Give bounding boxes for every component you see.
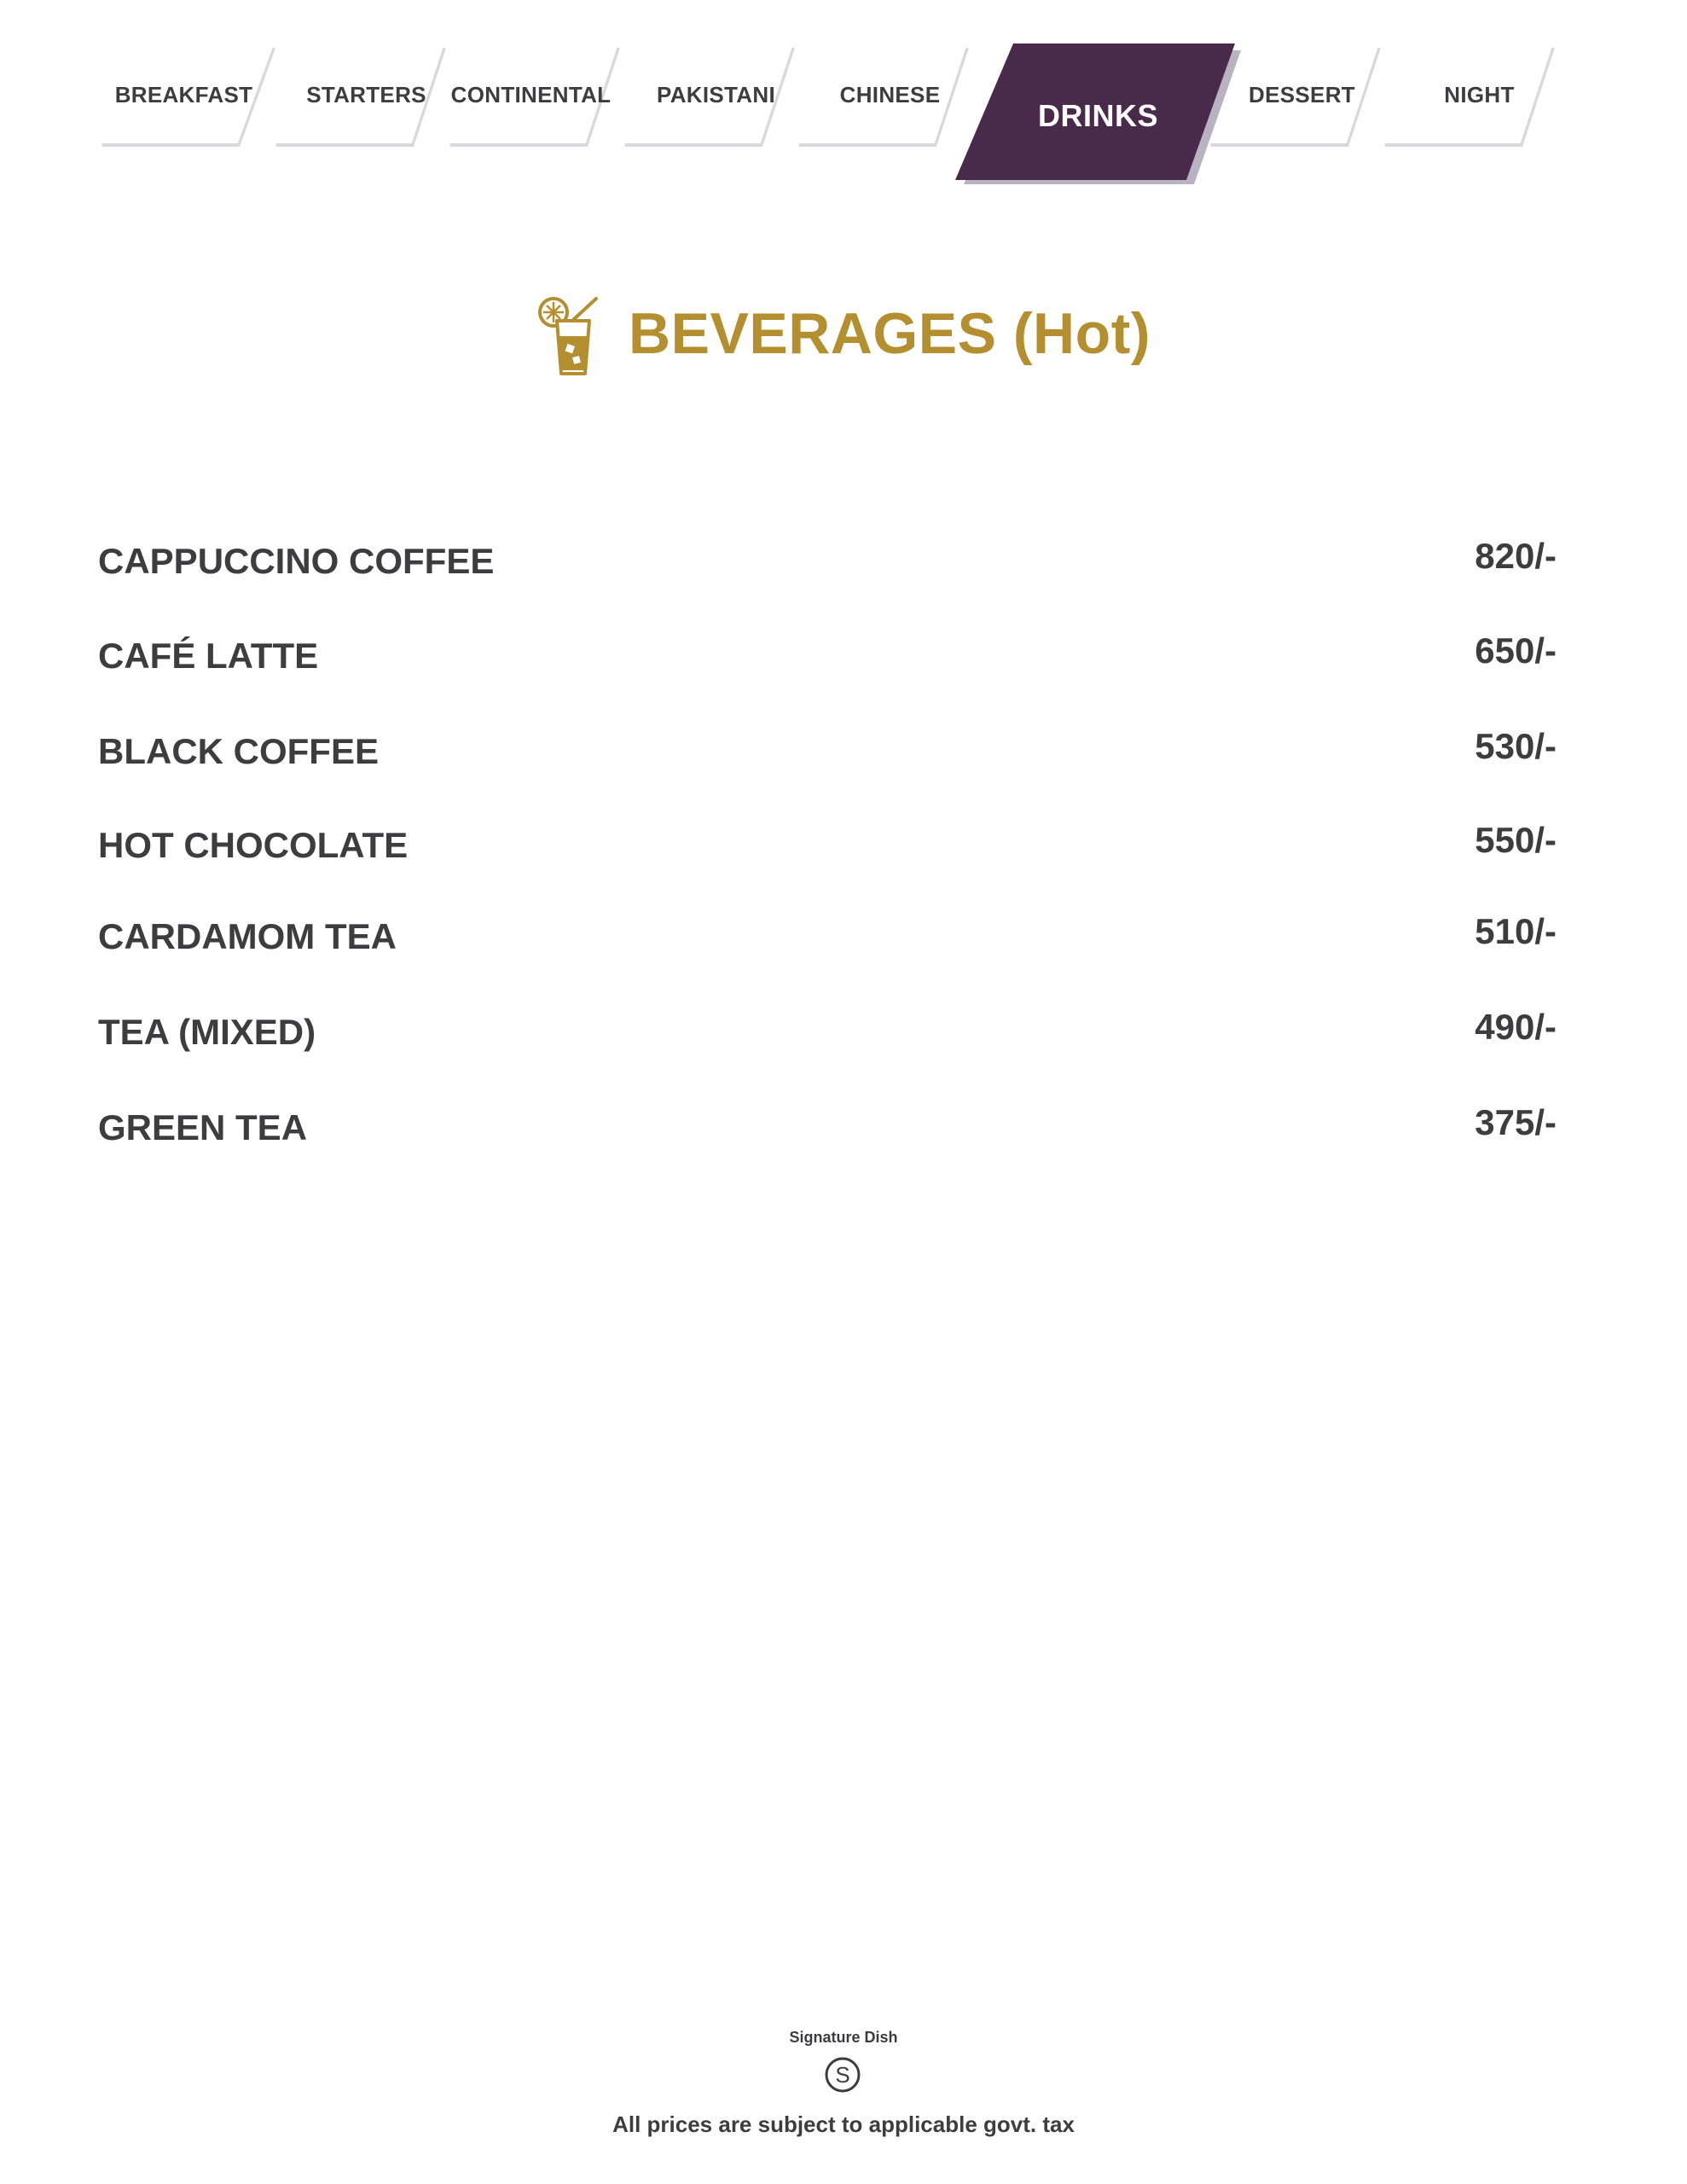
- signature-dish-label: Signature Dish: [789, 2029, 898, 2046]
- tab-dessert[interactable]: [1209, 46, 1384, 147]
- section-heading: [0, 290, 1687, 377]
- item-name: HOT CHOCOLATE: [98, 825, 409, 865]
- item-price: 550/-: [1475, 820, 1557, 860]
- tab-label: DESSERT: [1249, 82, 1355, 107]
- item-name: CAPPUCCINO COFFEE: [98, 541, 495, 581]
- item-name: CAFÉ LATTE: [98, 636, 319, 676]
- tab-drinks[interactable]: [955, 44, 1241, 189]
- menu-item: [98, 911, 1557, 962]
- item-price: 530/-: [1475, 726, 1557, 766]
- tab-label: PAKISTANI: [657, 82, 775, 107]
- tab-continental[interactable]: [449, 46, 623, 147]
- item-price: 510/-: [1475, 911, 1557, 951]
- item-price: 820/-: [1475, 536, 1557, 576]
- menu-item: [98, 1102, 1557, 1153]
- item-name: BLACK COFFEE: [98, 731, 379, 771]
- tab-label: STARTERS: [306, 82, 426, 107]
- item-name: GREEN TEA: [98, 1107, 308, 1147]
- menu-item: [98, 1007, 1557, 1058]
- tab-label: DRINKS: [1037, 98, 1158, 133]
- item-price: 650/-: [1475, 630, 1557, 671]
- tax-note: All prices are subject to applicable govt. tax: [612, 2111, 1075, 2137]
- tab-starters[interactable]: [275, 46, 449, 147]
- item-price: 490/-: [1475, 1007, 1557, 1047]
- iced-drink-icon: [536, 293, 603, 377]
- menu-item: [98, 536, 1557, 587]
- tab-night[interactable]: [1383, 46, 1558, 147]
- item-price: 375/-: [1475, 1102, 1557, 1142]
- section-title: BEVERAGES (Hot): [629, 301, 1151, 366]
- signature-s-icon: [824, 2056, 861, 2094]
- menu-item: [98, 820, 1557, 871]
- tab-label: CONTINENTAL: [450, 82, 612, 107]
- tab-label: BREAKFAST: [114, 82, 253, 107]
- tab-pakistani[interactable]: [623, 46, 798, 147]
- menu-item: [98, 630, 1557, 682]
- item-name: CARDAMOM TEA: [98, 916, 397, 956]
- signature-symbol: S: [835, 2062, 850, 2088]
- tab-breakfast[interactable]: [101, 46, 275, 147]
- tab-chinese[interactable]: [797, 46, 972, 147]
- menu-item: [98, 726, 1557, 777]
- tab-label: NIGHT: [1444, 82, 1515, 107]
- item-name: TEA (MIXED): [98, 1012, 316, 1052]
- tab-label: CHINESE: [839, 82, 941, 107]
